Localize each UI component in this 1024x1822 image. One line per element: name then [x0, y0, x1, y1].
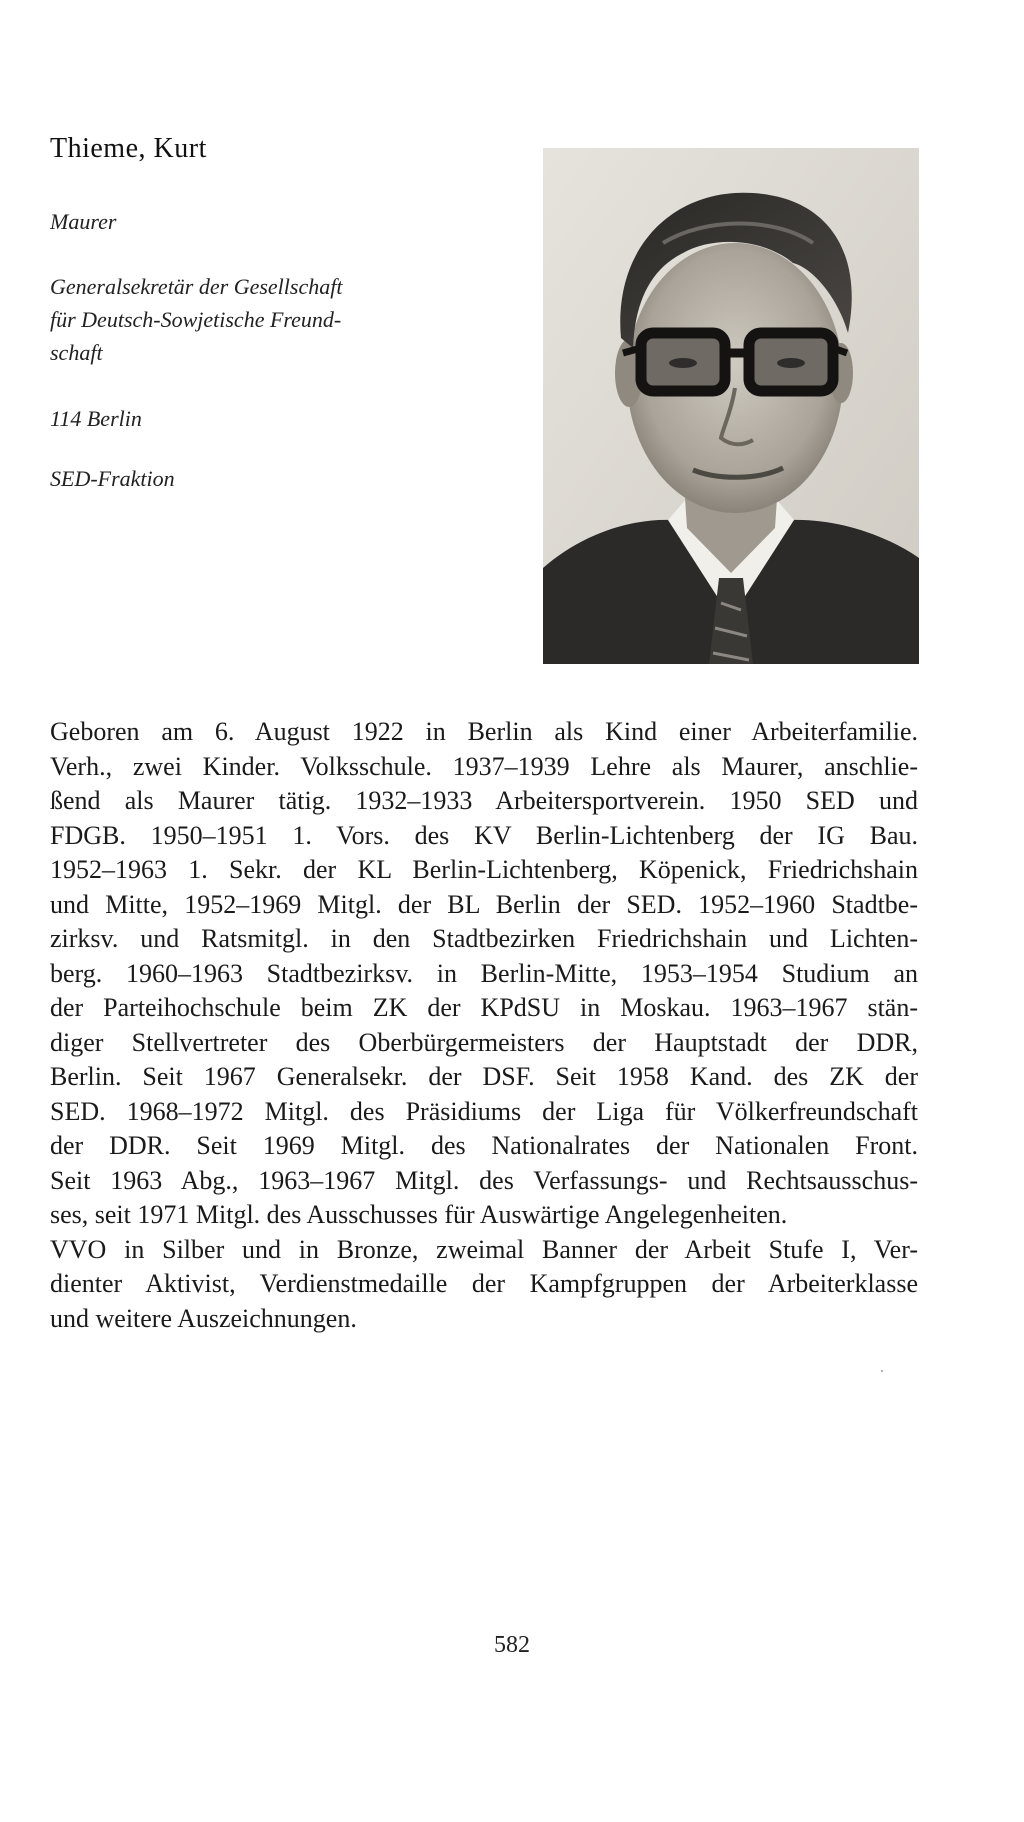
biography-line: und Mitte, 1952–1969 Mitgl. der BL Berlin der SED. 1952–1960 Stadtbe-	[50, 889, 918, 919]
person-name: Thieme, Kurt	[50, 133, 207, 164]
biography-line: Verh., zwei Kinder. Volksschule. 1937–1939 Lehre als Maurer, anschlie-	[50, 751, 918, 781]
biography-line: berg. 1960–1963 Stadtbezirksv. in Berlin-Mitte, 1953–1954 Studium an	[50, 958, 918, 988]
biography	[50, 715, 918, 1336]
biography-line: Berlin. Seit 1967 Generalsekr. der DSF. Seit 1958 Kand. des ZK der	[50, 1062, 918, 1091]
biography-line: der Parteihochschule beim ZK der KPdSU in Moskau. 1963–1967 stän-	[50, 993, 918, 1022]
occupation: Maurer	[50, 209, 117, 234]
biography-line: ßend als Maurer tätig. 1932–1933 Arbeitersportverein. 1950 SED und	[50, 786, 918, 815]
position-line: schaft	[50, 340, 103, 365]
position-line: für Deutsch-Sowjetische Freund-	[50, 307, 342, 332]
scan-speck	[881, 1370, 883, 1372]
biography-line: und weitere Auszeichnungen.	[50, 1303, 357, 1333]
biography-line: FDGB. 1950–1951 1. Vors. des KV Berlin-Lichtenberg der IG Bau.	[50, 820, 918, 850]
position-line: Generalsekretär der Gesellschaft	[50, 274, 343, 299]
biography-line: zirksv. und Ratsmitgl. in den Stadtbezirken Friedrichshain und Lichten-	[50, 924, 918, 953]
biography-line: SED. 1968–1972 Mitgl. des Präsidiums der Liga für Völkerfreundschaft	[50, 1096, 918, 1126]
biography-line: 1952–1963 1. Sekr. der KL Berlin-Lichtenberg, Köpenick, Friedrichshain	[50, 855, 918, 884]
portrait-photo	[543, 148, 919, 664]
biography-line: diger Stellvertreter des Oberbürgermeisters der Hauptstadt der DDR,	[50, 1027, 918, 1057]
position-block	[50, 270, 450, 369]
faction: SED-Fraktion	[50, 466, 175, 491]
biography-line: Geboren am 6. August 1922 in Berlin als Kind einer Arbeiterfamilie.	[50, 717, 918, 746]
page-number: 582	[494, 1632, 530, 1658]
biography-line: dienter Aktivist, Verdienstmedaille der Kampfgruppen der Arbeiterklasse	[50, 1269, 918, 1298]
biography-line: ses, seit 1971 Mitgl. des Ausschusses für Auswärtige Angelegenheiten.	[50, 1200, 788, 1229]
city: 114 Berlin	[50, 406, 142, 431]
biography-line: der DDR. Seit 1969 Mitgl. des Nationalrates der Nationalen Front.	[50, 1131, 918, 1160]
biography-line: Seit 1963 Abg., 1963–1967 Mitgl. des Verfassungs- und Rechtsausschus-	[50, 1165, 918, 1195]
biography-line: VVO in Silber und in Bronze, zweimal Banner der Arbeit Stufe I, Ver-	[50, 1234, 918, 1264]
